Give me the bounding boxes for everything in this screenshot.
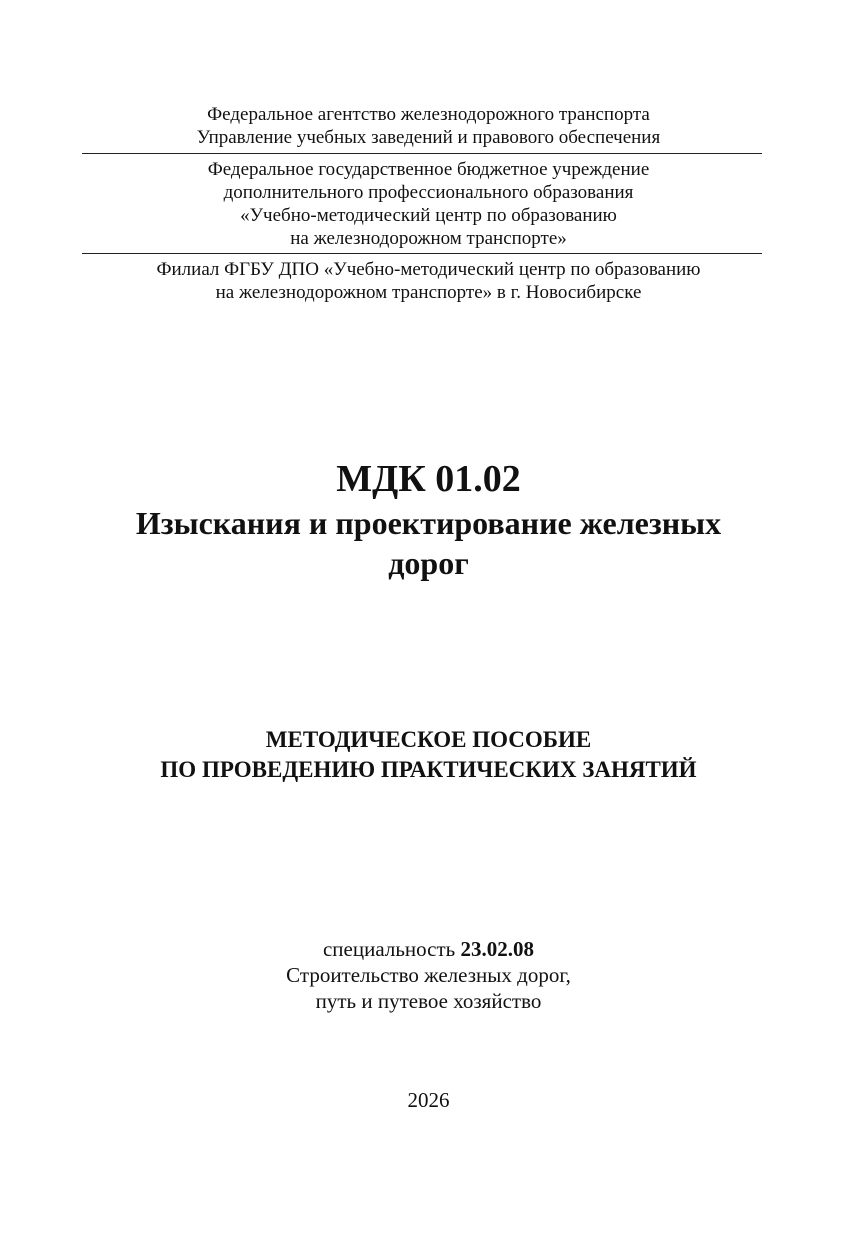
document-type-line: ПО ПРОВЕДЕНИЮ ПРАКТИЧЕСКИХ ЗАНЯТИЙ <box>160 757 697 782</box>
institution-line: Федеральное государственное бюджетное учреждение <box>207 159 650 180</box>
specialty-name-line: Строительство железных дорог, <box>286 963 571 987</box>
institution-line: на железнодорожном транспорте» <box>290 228 567 249</box>
course-code: МДК 01.02 <box>336 458 521 500</box>
institution-header <box>0 158 857 250</box>
branch-line: Филиал ФГБУ ДПО «Учебно-методический центр по образованию <box>156 259 701 280</box>
document-title <box>0 455 857 583</box>
branch-line: на железнодорожном транспорте» в г. Новосибирске <box>215 282 642 303</box>
course-name-line: дорог <box>388 545 469 581</box>
document-type <box>0 725 857 785</box>
agency-header <box>0 103 857 149</box>
specialty-label: специальность <box>322 937 456 961</box>
specialty-block <box>0 936 857 1014</box>
specialty-code: 23.02.08 <box>460 937 534 961</box>
publication-year-block <box>0 1087 857 1113</box>
publication-year: 2026 <box>407 1088 450 1112</box>
header-divider-bottom <box>82 253 762 254</box>
department-name: Управление учебных заведений и правового обеспечения <box>196 127 661 148</box>
specialty-heading <box>0 936 857 962</box>
course-name-line: Изыскания и проектирование железных <box>135 505 722 541</box>
branch-header <box>0 258 857 304</box>
specialty-name-line: путь и путевое хозяйство <box>315 989 542 1013</box>
agency-name: Федеральное агентство железнодорожного транспорта <box>207 104 650 125</box>
document-type-line: МЕТОДИЧЕСКОЕ ПОСОБИЕ <box>265 727 592 752</box>
institution-line: «Учебно-методический центр по образованию <box>240 205 617 226</box>
institution-line: дополнительного профессионального образования <box>223 182 634 203</box>
header-divider-top <box>82 153 762 154</box>
